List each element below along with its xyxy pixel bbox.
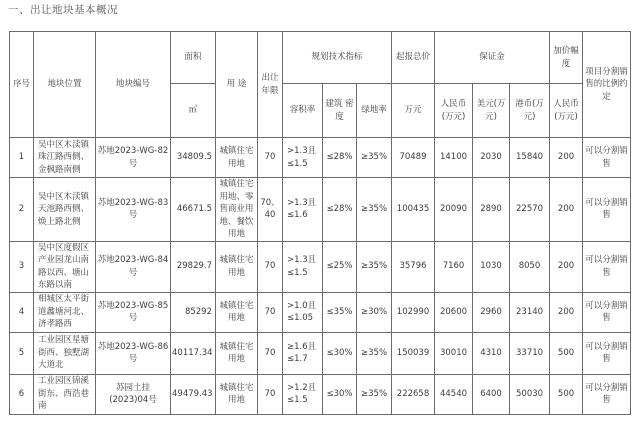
header-density: 建筑 密度	[323, 84, 357, 138]
row-number: 4	[10, 292, 34, 332]
term-cell: 70	[258, 241, 283, 292]
header-planning: 规划技术指标	[283, 32, 392, 84]
start-price-cell: 100435	[392, 178, 435, 242]
increment-cell: 200	[550, 178, 583, 242]
deposit-rmb-cell: 30010	[435, 332, 473, 374]
header-location: 地块位置	[34, 32, 96, 138]
header-start-unit: 万元	[392, 84, 435, 138]
table-row	[10, 332, 631, 374]
table-row	[10, 178, 631, 242]
far-cell: >1.3且≤1.5	[283, 138, 323, 178]
use-cell: 城镇住宅用地	[216, 332, 258, 374]
location-cell: 吴中区木渎镇珠江路西侧、金枫路南侧	[34, 138, 96, 178]
split-sale-cell: 可以分割销售	[583, 292, 631, 332]
increment-cell: 200	[550, 292, 583, 332]
start-price-cell: 102990	[392, 292, 435, 332]
header-row-top	[10, 32, 631, 84]
far-cell: >1.3且≤1.5	[283, 241, 323, 292]
parcel-code-cell: 苏地2023-WG-85号	[96, 292, 171, 332]
term-cell: 70	[258, 332, 283, 374]
density-cell: ≤25%	[323, 241, 357, 292]
table-row	[10, 138, 631, 178]
header-increment-rmb: 人民币(万元)	[550, 84, 583, 138]
table-body	[10, 138, 631, 415]
header-usd: 美元(万元)	[473, 84, 510, 138]
parcel-code-cell: 苏地2023-WG-84号	[96, 241, 171, 292]
header-area-unit: ㎡	[171, 84, 216, 138]
location-cell: 相城区太平街道蠡塘河北、济孝路西	[34, 292, 96, 332]
deposit-hkd-cell: 8050	[510, 241, 550, 292]
use-cell: 城镇住宅用地、零售商业用地、餐饮用地	[216, 178, 258, 242]
green-ratio-cell: ≥35%	[357, 138, 392, 178]
increment-cell: 200	[550, 138, 583, 178]
increment-cell: 200	[550, 241, 583, 292]
far-cell: >1.2且≤1.5	[283, 374, 323, 414]
split-sale-cell: 可以分割销售	[583, 138, 631, 178]
deposit-hkd-cell: 15840	[510, 138, 550, 178]
split-sale-cell: 可以分割销售	[583, 241, 631, 292]
use-cell: 城镇住宅用地	[216, 292, 258, 332]
start-price-cell: 150039	[392, 332, 435, 374]
green-ratio-cell: ≥30%	[357, 292, 392, 332]
deposit-rmb-cell: 20090	[435, 178, 473, 242]
header-term: 出让年限	[258, 32, 283, 138]
use-cell: 城镇住宅用地	[216, 374, 258, 414]
area-cell: 29829.7	[171, 241, 216, 292]
header-split: 项目分割销售的比例约定	[583, 32, 631, 138]
deposit-rmb-cell: 20600	[435, 292, 473, 332]
split-sale-cell: 可以分割销售	[583, 374, 631, 414]
row-number: 5	[10, 332, 34, 374]
area-cell: 34809.5	[171, 138, 216, 178]
header-start-price: 起报总价	[392, 32, 435, 84]
green-ratio-cell: ≥35%	[357, 178, 392, 242]
parcel-code-cell: 苏地2023-WG-83号	[96, 178, 171, 242]
deposit-usd-cell: 6400	[473, 374, 510, 414]
density-cell: ≤35%	[323, 292, 357, 332]
far-cell: >1.0且≤1.05	[283, 292, 323, 332]
deposit-rmb-cell: 44540	[435, 374, 473, 414]
term-cell: 70、40	[258, 178, 283, 242]
split-sale-cell: 可以分割销售	[583, 178, 631, 242]
term-cell: 70	[258, 374, 283, 414]
start-price-cell: 70489	[392, 138, 435, 178]
use-cell: 城镇住宅用地	[216, 241, 258, 292]
area-cell: 49479.43	[171, 374, 216, 414]
row-number: 3	[10, 241, 34, 292]
location-cell: 工业园区锦溪街东、西浩巷南	[34, 374, 96, 414]
header-area: 面积	[171, 32, 216, 84]
section-heading: 一、出让地块基本概况	[8, 4, 118, 16]
parcel-code-cell: 苏地2023-WG-82号	[96, 138, 171, 178]
deposit-hkd-cell: 33710	[510, 332, 550, 374]
deposit-usd-cell: 2890	[473, 178, 510, 242]
green-ratio-cell: ≥35%	[357, 332, 392, 374]
increment-cell: 500	[550, 374, 583, 414]
term-cell: 70	[258, 138, 283, 178]
deposit-usd-cell: 2960	[473, 292, 510, 332]
row-number: 2	[10, 178, 34, 242]
area-cell: 40117.34	[171, 332, 216, 374]
header-increment: 加价幅度	[550, 32, 583, 84]
density-cell: ≤30%	[323, 374, 357, 414]
header-use: 用 途	[216, 32, 258, 138]
header-rmb: 人民币(万元)	[435, 84, 473, 138]
green-ratio-cell: ≥35%	[357, 374, 392, 414]
location-cell: 吴中区木渎镇天池路西侧、焕上路北侧	[34, 178, 96, 242]
deposit-usd-cell: 1030	[473, 241, 510, 292]
header-seq: 序号	[10, 32, 34, 138]
use-cell: 城镇住宅用地	[216, 138, 258, 178]
deposit-rmb-cell: 14100	[435, 138, 473, 178]
term-cell: 70	[258, 292, 283, 332]
increment-cell: 500	[550, 332, 583, 374]
header-code: 地块编号	[96, 32, 171, 138]
parcel-code-cell: 苏地2023-WG-86号	[96, 332, 171, 374]
split-sale-cell: 可以分割销售	[583, 332, 631, 374]
density-cell: ≤28%	[323, 178, 357, 242]
deposit-rmb-cell: 7160	[435, 241, 473, 292]
deposit-hkd-cell: 50030	[510, 374, 550, 414]
header-far: 容积率	[283, 84, 323, 138]
deposit-hkd-cell: 22570	[510, 178, 550, 242]
row-number: 6	[10, 374, 34, 414]
area-cell: 85292	[171, 292, 216, 332]
table-row	[10, 292, 631, 332]
table-row	[10, 374, 631, 414]
location-cell: 吴中区度假区产业园龙山南路以西、塘山东路以南	[34, 241, 96, 292]
deposit-usd-cell: 4310	[473, 332, 510, 374]
header-deposit: 保证金	[435, 32, 550, 84]
header-hkd: 港币(万元)	[510, 84, 550, 138]
deposit-usd-cell: 2030	[473, 138, 510, 178]
deposit-hkd-cell: 23140	[510, 292, 550, 332]
header-green: 绿地率	[357, 84, 392, 138]
start-price-cell: 222658	[392, 374, 435, 414]
area-cell: 46671.5	[171, 178, 216, 242]
start-price-cell: 35796	[392, 241, 435, 292]
density-cell: ≤28%	[323, 138, 357, 178]
row-number: 1	[10, 138, 34, 178]
density-cell: ≤30%	[323, 332, 357, 374]
parcel-code-cell: 苏园土挂(2023)04号	[96, 374, 171, 414]
green-ratio-cell: ≥35%	[357, 241, 392, 292]
far-cell: ≥1.6且≤1.7	[283, 332, 323, 374]
location-cell: 工业园区星塘街西、独墅湖大道北	[34, 332, 96, 374]
far-cell: >1.3且≤1.6	[283, 178, 323, 242]
land-parcel-table	[9, 31, 631, 415]
table-row	[10, 241, 631, 292]
